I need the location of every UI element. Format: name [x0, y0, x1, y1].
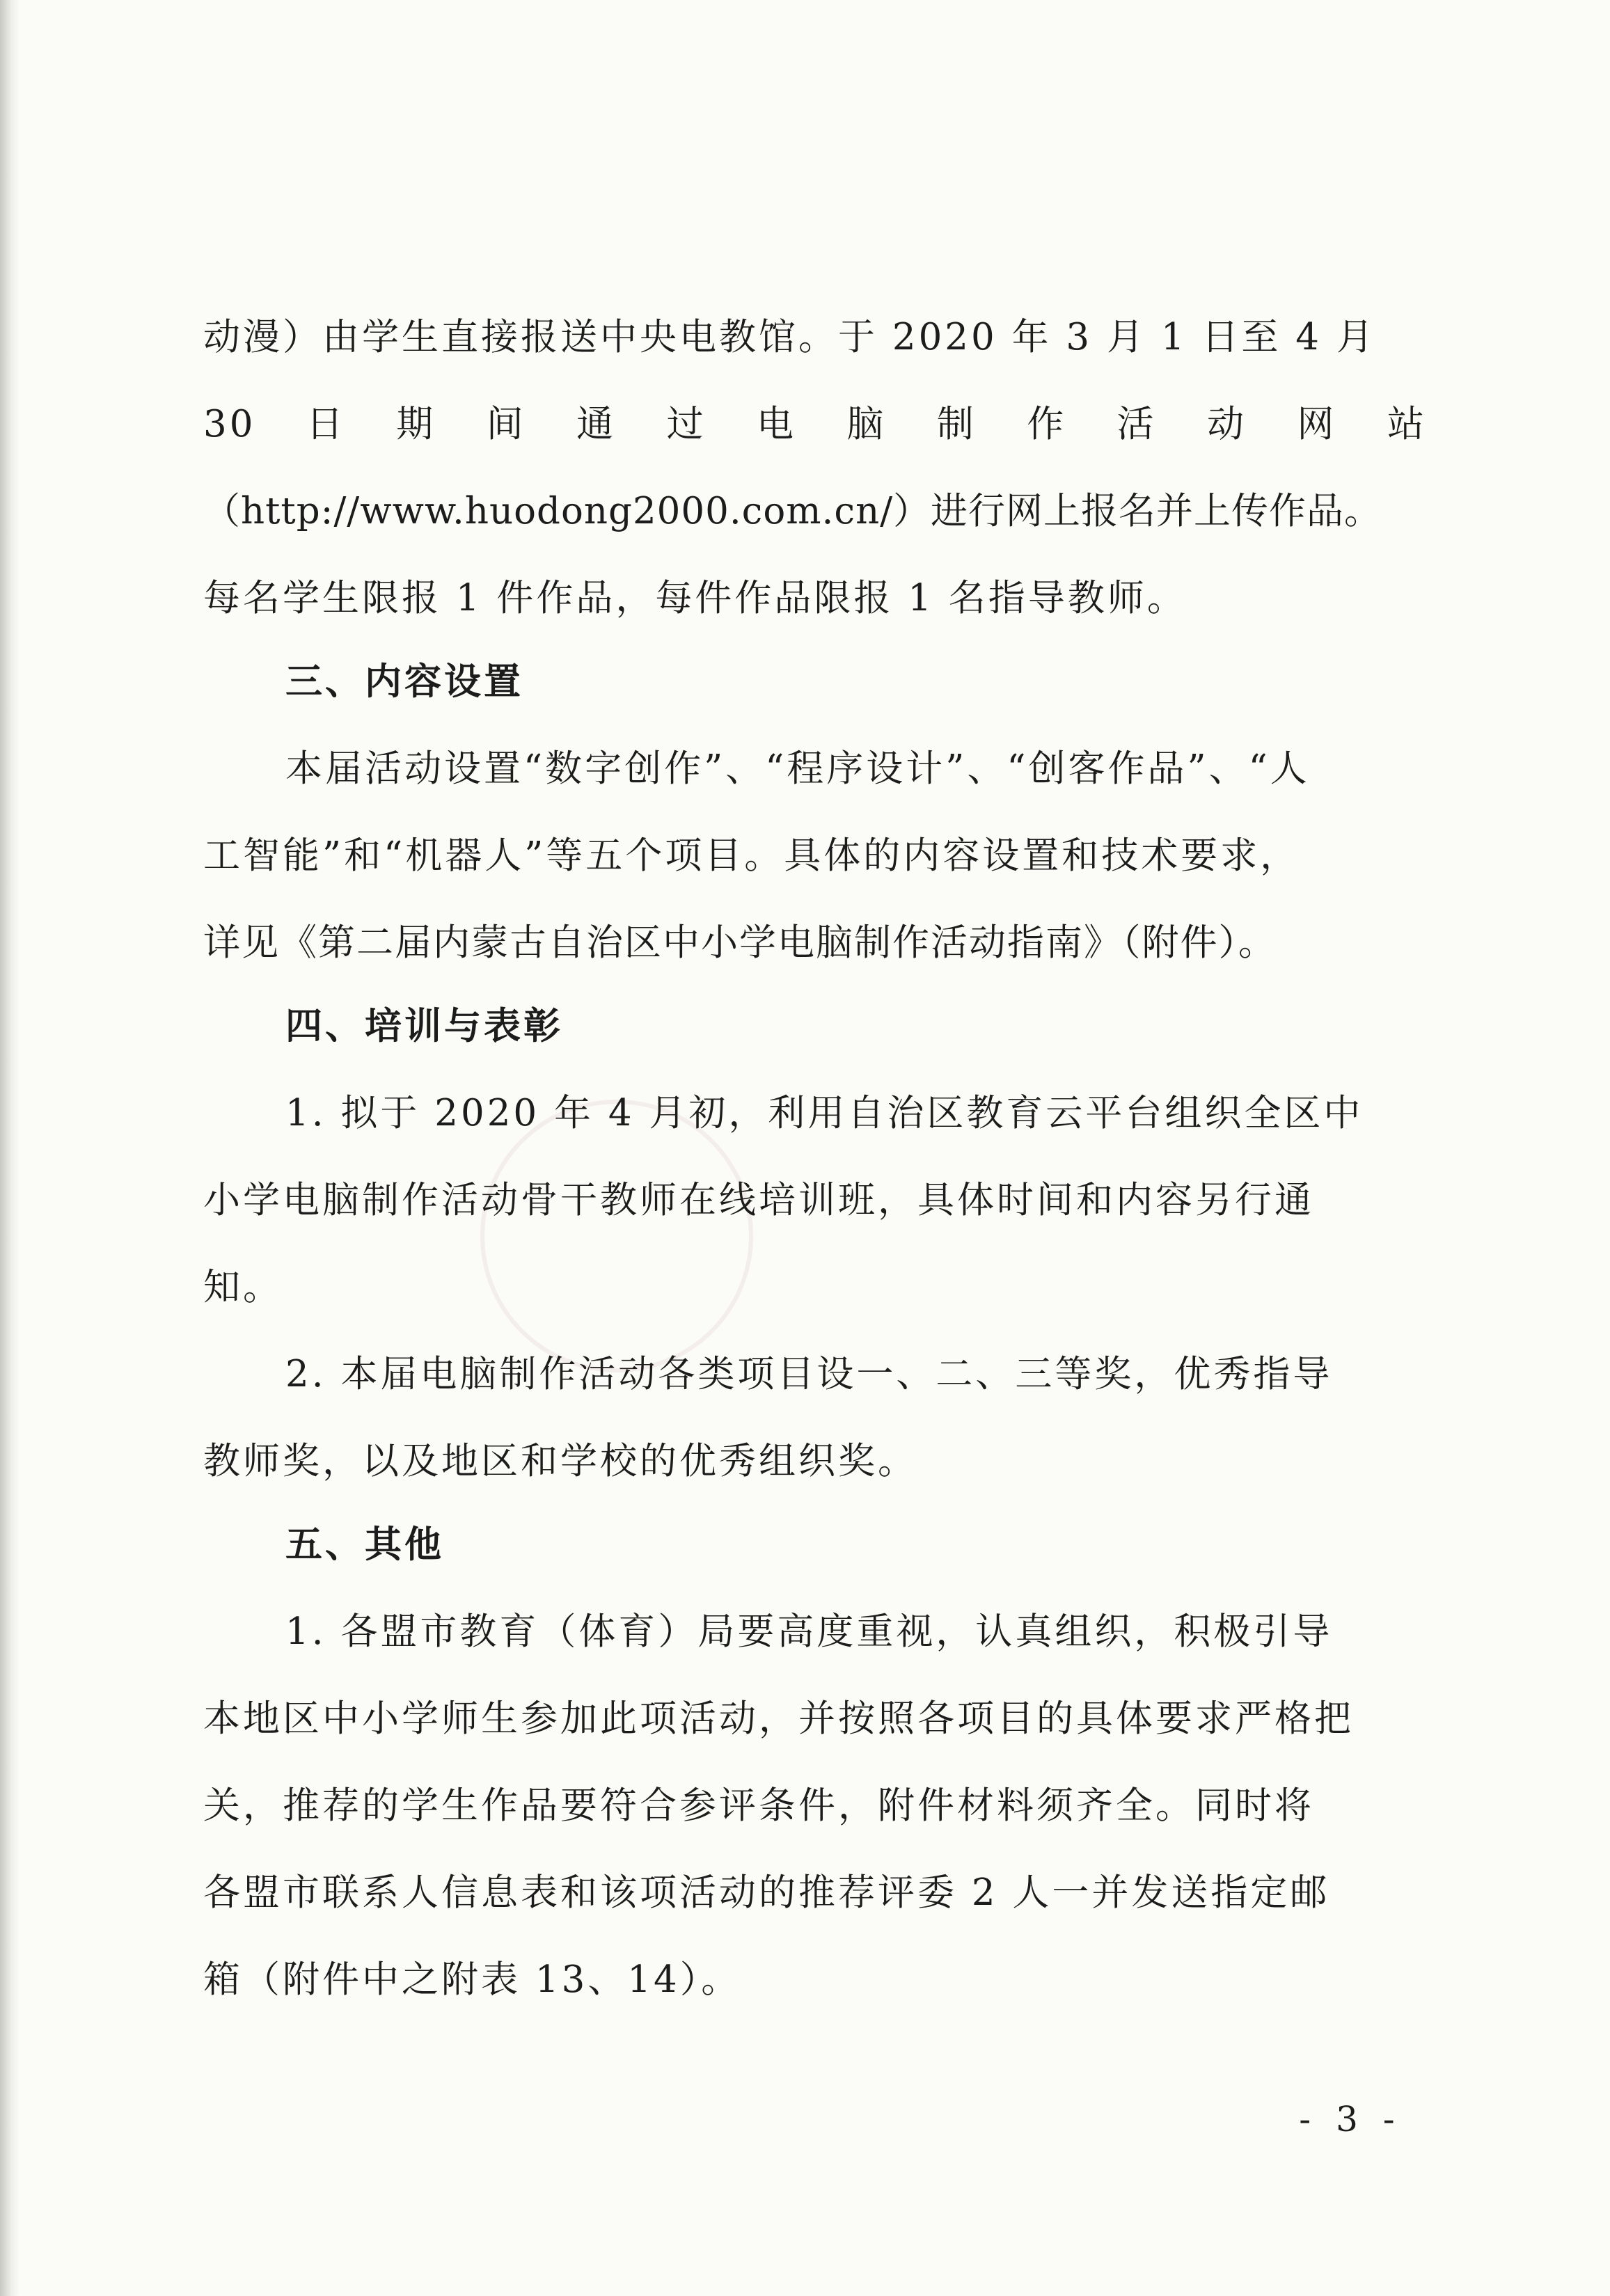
body-line: 工智能”和“机器人”等五个项目。具体的内容设置和技术要求， [203, 834, 1300, 877]
body-line-spaced [203, 393, 1427, 456]
body-line: 2. 本届电脑制作活动各类项目设一、二、三等奖，优秀指导 [285, 1353, 1333, 1395]
body-line: 详见《第二届内蒙古自治区中小学电脑制作活动指南》（附件）。 [203, 921, 1277, 964]
body-line: 1. 各盟市教育（体育）局要高度重视，认真组织，积极引导 [285, 1610, 1333, 1653]
spaced-char: 通 [576, 403, 617, 445]
spaced-char: 电 [756, 403, 796, 445]
section-heading-4: 四、培训与表彰 [285, 1005, 563, 1047]
spaced-char: 活 [1116, 403, 1157, 445]
spaced-char: 期 [396, 403, 436, 445]
spaced-char: 30 [203, 403, 256, 445]
spaced-char: 作 [1027, 403, 1067, 445]
spaced-char: 脑 [846, 403, 887, 445]
body-line: 教师奖，以及地区和学校的优秀组织奖。 [203, 1440, 917, 1482]
body-line: 知。 [203, 1266, 283, 1308]
body-line: 关，推荐的学生作品要符合参评条件，附件材料须齐全。同时将 [203, 1784, 1314, 1827]
spaced-char: 过 [666, 403, 707, 445]
spaced-char: 间 [486, 403, 526, 445]
body-line: 箱（附件中之附表 13、14）。 [203, 1958, 741, 2001]
body-line: 各盟市联系人信息表和该项活动的推荐评委 2 人一并发送指定邮 [203, 1871, 1330, 1914]
spaced-char: 日 [306, 403, 346, 445]
spaced-char: 动 [1207, 403, 1247, 445]
body-line: 本地区中小学师生参加此项活动，并按照各项目的具体要求严格把 [203, 1697, 1354, 1740]
spaced-char: 网 [1297, 403, 1337, 445]
section-heading-5: 五、其他 [285, 1523, 444, 1566]
section-heading-3: 三、内容设置 [285, 660, 523, 703]
body-line: 小学电脑制作活动骨干教师在线培训班，具体时间和内容另行通 [203, 1179, 1314, 1221]
body-line: （http://www.huodong2000.com.cn/）进行网上报名并上传作品。 [203, 490, 1382, 532]
page-number: - 3 - [1299, 2099, 1402, 2139]
spaced-char: 站 [1387, 403, 1427, 445]
spaced-char: 制 [936, 403, 977, 445]
body-line: 动漫）由学生直接报送中央电教馆。于 2020 年 3 月 1 日至 4 月 [203, 316, 1376, 358]
scan-edge-shadow [0, 0, 19, 2296]
body-line: 1. 拟于 2020 年 4 月初，利用自治区教育云平台组织全区中 [285, 1092, 1364, 1134]
body-line: 每名学生限报 1 件作品，每件作品限报 1 名指导教师。 [203, 577, 1187, 619]
body-line: 本届活动设置“数字创作”、“程序设计”、“创客作品”、“人 [285, 747, 1310, 790]
